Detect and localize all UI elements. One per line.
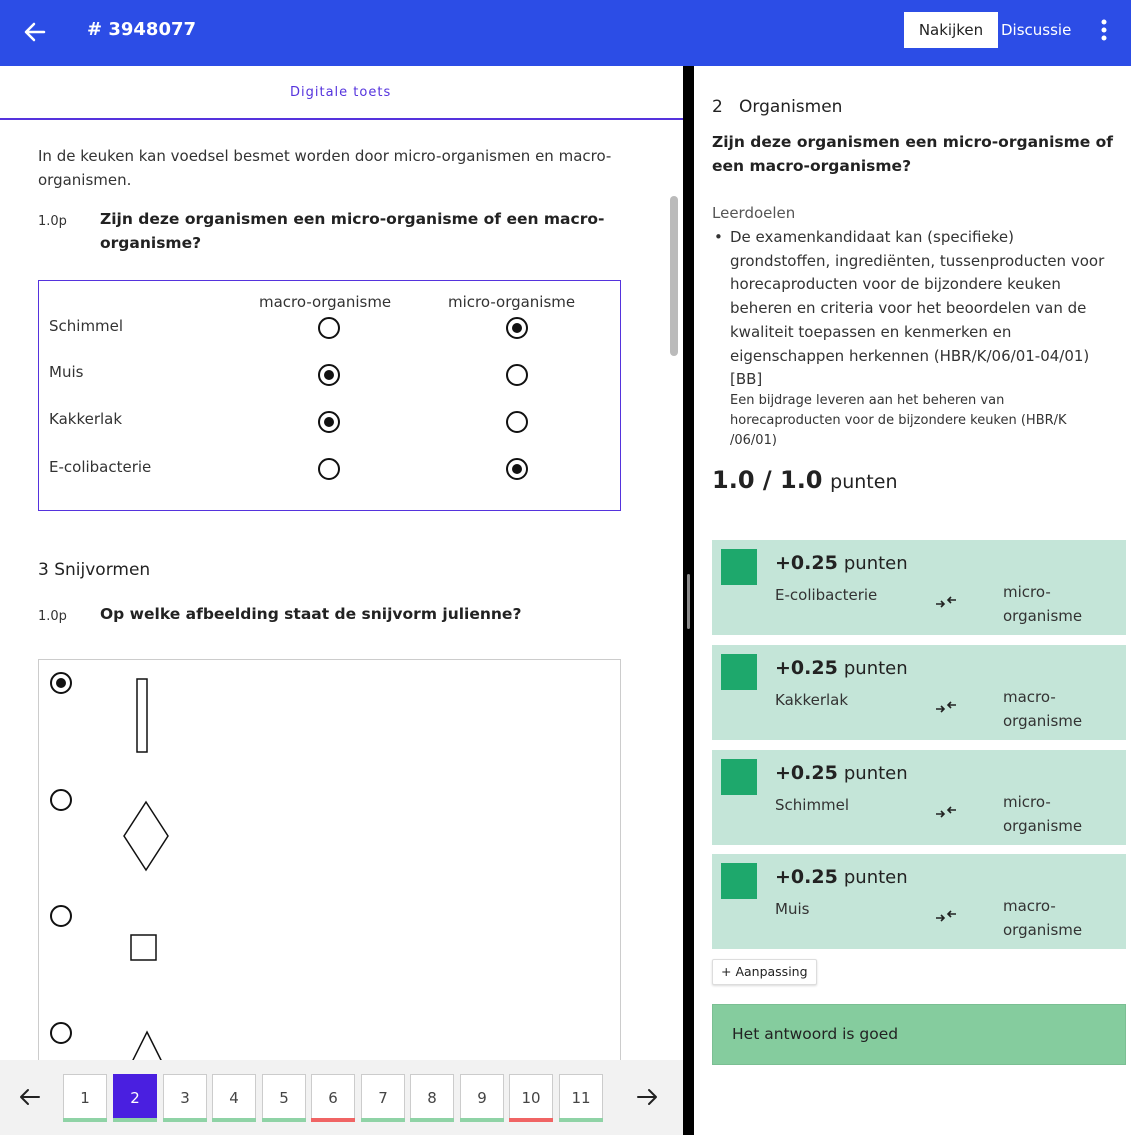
leerdoelen-label: Leerdoelen [712,204,796,222]
card-item: E-colibacterie [775,586,878,604]
divider-grip[interactable] [687,574,690,629]
page-number: 10 [521,1089,541,1107]
page-status-bar [509,1118,553,1122]
page-status-bar [212,1118,256,1122]
card-answer: micro-organisme [1003,793,1083,835]
test-tab-header [0,66,683,120]
page-button-5[interactable] [262,1074,306,1122]
radio-muis-micro[interactable] [506,364,528,386]
card-points [775,762,908,784]
card-points [775,866,908,888]
more-menu-icon[interactable] [1095,16,1113,46]
row-label: E-colibacterie [49,458,152,476]
page-button-2[interactable] [113,1074,157,1122]
page-number: 4 [229,1089,239,1107]
page-button-1[interactable] [63,1074,107,1122]
correct-square-icon [721,654,757,690]
radio-option-2[interactable] [50,789,72,811]
card-item: Schimmel [775,796,850,814]
card-points [775,657,908,679]
bullet-icon: • [714,228,723,246]
card-points-unit: punten [843,763,908,784]
previous-arrow-icon[interactable] [15,1082,45,1112]
radio-kakkerlak-micro[interactable] [506,411,528,433]
card-points-unit: punten [843,658,908,679]
card-answer: macro-organisme [1003,688,1083,730]
radio-schimmel-micro[interactable] [506,317,528,339]
radio-option-3[interactable] [50,905,72,927]
card-points-value: +0.25 [775,866,838,888]
score-value: 1.0 / 1.0 [712,466,823,494]
page-button-11[interactable] [559,1074,603,1122]
question-points: 1.0p [38,214,67,229]
page-button-9[interactable] [460,1074,504,1122]
score-card [712,854,1126,949]
julienne-cut-image [136,678,150,754]
diamond-cut-image [122,800,170,872]
card-points-value: +0.25 [775,552,838,574]
image-choice-box [38,659,621,1079]
question-text: Zijn deze organismen een micro-organisme of een macro-organisme? [712,133,1114,175]
page-number: 11 [571,1089,591,1107]
radio-schimmel-macro[interactable] [318,317,340,339]
page-status-bar [460,1118,504,1122]
radio-muis-macro[interactable] [318,364,340,386]
correct-square-icon [721,549,757,585]
section-title: 3 Snijvormen [38,560,151,580]
next-arrow-icon[interactable] [632,1082,662,1112]
page-number: 7 [378,1089,388,1107]
page-status-bar [63,1118,107,1122]
score [712,466,897,494]
card-points-unit: punten [843,867,908,888]
page-button-10[interactable] [509,1074,553,1122]
card-points-unit: punten [843,553,908,574]
page-number: 6 [328,1089,338,1107]
radio-ecoli-macro[interactable] [318,458,340,480]
score-card [712,750,1126,845]
page-status-bar [361,1118,405,1122]
score-card [712,540,1126,635]
test-pane [0,66,683,1135]
card-item: Kakkerlak [775,691,849,709]
radio-option-1[interactable] [50,672,72,694]
page-button-3[interactable] [163,1074,207,1122]
back-arrow-icon[interactable] [20,17,50,47]
top-bar [0,0,1131,66]
compare-arrows-icon [934,906,958,926]
radio-option-4[interactable] [50,1022,72,1044]
grading-pane [694,66,1131,1135]
card-points-value: +0.25 [775,657,838,679]
page-status-bar [559,1118,603,1122]
add-adjustment-button[interactable]: + Aanpassing [712,959,817,985]
left-scrollbar[interactable] [670,196,678,356]
card-points-value: +0.25 [775,762,838,784]
radio-ecoli-micro[interactable] [506,458,528,480]
column-header-macro: macro-organisme [259,293,392,311]
question-points: 1.0p [38,609,67,624]
digitale-toets-tab[interactable]: Digitale toets [290,85,392,100]
card-item: Muis [775,900,810,918]
compare-arrows-icon [934,697,958,717]
row-label: Muis [49,363,84,381]
answer-matrix [38,280,621,511]
page-button-4[interactable] [212,1074,256,1122]
pane-divider[interactable] [683,66,694,1135]
page-number: 2 [130,1089,140,1107]
correct-square-icon [721,863,757,899]
verdict-text: Het antwoord is goed [732,1025,899,1043]
page-number: 9 [477,1089,487,1107]
question-text: Zijn deze organismen een micro-organisme of een macro-organisme? [100,210,605,252]
verdict-banner [712,1004,1126,1065]
page-number: 1 [80,1089,90,1107]
question-text: Op welke afbeelding staat de snijvorm julienne? [100,605,522,623]
page-number: 8 [427,1089,437,1107]
radio-kakkerlak-macro[interactable] [318,411,340,433]
page-button-7[interactable] [361,1074,405,1122]
row-label: Schimmel [49,317,124,335]
page-button-8[interactable] [410,1074,454,1122]
column-header-micro: micro-organisme [448,293,576,311]
question-intro: In de keuken kan voedsel besmet worden door micro-organismen en macro-organismen. [38,147,612,189]
page-number: 5 [279,1089,289,1107]
card-answer: micro-organisme [1003,583,1083,625]
square-cut-image [130,934,158,962]
page-button-6[interactable] [311,1074,355,1122]
question-pager [0,1060,683,1135]
page-status-bar [163,1118,207,1122]
row-label: Kakkerlak [49,410,123,428]
question-title: 2 Organismen [712,97,843,117]
page-status-bar [311,1118,355,1122]
correct-square-icon [721,759,757,795]
page-status-bar [113,1118,157,1122]
page-status-bar [262,1118,306,1122]
page-status-bar [410,1118,454,1122]
compare-arrows-icon [934,592,958,612]
compare-arrows-icon [934,802,958,822]
leerdoel-text: De examenkandidaat kan (specifieke) grondstoffen, ingrediënten, tussenproducten voor horecaproducten voor de bijzondere keuken beheren en criteria voor het beoordelen van de kwaliteit toepassen en kenmerken en eigenschappen herkennen (HBR/K/06/01-04/01) [BB] [730,228,1105,389]
card-answer: macro-organisme [1003,897,1083,939]
discussie-tab[interactable]: Discussie [1001,21,1072,39]
score-unit: punten [830,471,898,493]
submission-id: # 3948077 [87,19,197,40]
page-number: 3 [180,1089,190,1107]
nakijken-tab[interactable]: Nakijken [904,12,998,48]
score-card [712,645,1126,740]
card-points [775,552,908,574]
bijdrage-text: Een bijdrage leveren aan het beheren van horecaproducten voor de bijzondere keuken (HBR/K /06/01) [730,393,1067,448]
